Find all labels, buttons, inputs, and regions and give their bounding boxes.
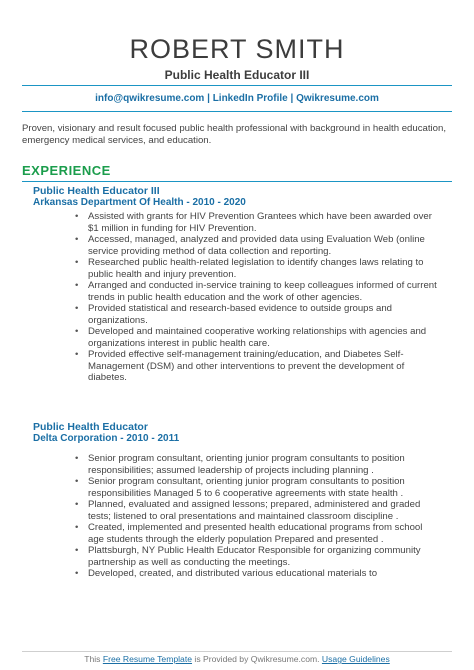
job-role: Public Health Educator [33, 421, 148, 433]
candidate-title: Public Health Educator III [164, 68, 310, 82]
job-entry-1 [33, 185, 438, 384]
job-company: Arkansas Department Of Health - 2010 - 2020 [33, 197, 246, 208]
duty-item: • Provided effective self-management training/education, and Diabetes Self-Management (DSM) and other interventions to prevent the development of diabetes. [88, 349, 438, 384]
duties-list [33, 211, 438, 384]
candidate-name: ROBERT SMITH [129, 34, 345, 64]
job-entry-2 [33, 421, 438, 580]
duty-item: • Researched public health-related legislation to identify changes laws relating to public health and injury prevention. [88, 257, 438, 280]
duty-item: • Arranged and conducted in-service training to keep colleagues informed of current trends in public health education and the work of other agencies. [88, 280, 438, 303]
website-link[interactable]: Qwikresume.com [296, 93, 379, 104]
duty-item: • Senior program consultant, orienting junior program consultants to position responsibilities; assumed leadership of projects including planning . [88, 453, 438, 476]
duty-item: • Accessed, managed, analyzed and provided data using Evaluation Web (online service providing method of data collection and reporting. [88, 234, 438, 257]
footer-prefix: This [84, 654, 103, 664]
job-company: Delta Corporation - 2010 - 2011 [33, 433, 180, 444]
duty-item: • Senior program consultant, orienting junior program consultants to position responsibilities Managed 5 to 6 cooperative agreements with state health . [88, 476, 438, 499]
usage-guidelines-link[interactable]: Usage Guidelines [321, 654, 390, 664]
duty-item: • Planned, evaluated and assigned lessons; prepared, administered and graded tests; listened to oral presentations and maintained classroom discipline . [88, 499, 438, 522]
duties-list [33, 453, 438, 580]
contact-bar [22, 85, 452, 112]
job-role: Public Health Educator III [33, 185, 160, 197]
duty-item: • Assisted with grants for HIV Prevention Grantees which have been awarded over $1 million in funding for HIV Prevention. [88, 211, 438, 234]
experience-heading: EXPERIENCE [22, 163, 452, 182]
email-link[interactable]: info@qwikresume.com [95, 93, 205, 104]
contact-separator: | [287, 93, 297, 104]
duty-item: • Plattsburgh, NY Public Health Educator Responsible for organizing community partnership as well as conducting the meetings. [88, 545, 438, 568]
duty-item: • Created, implemented and presented health educational programs from school age students through the elderly population Prepared and presented . [88, 522, 438, 545]
duty-item: • Provided statistical and research-based evidence to outside groups and organizations. [88, 303, 438, 326]
summary-text: Proven, visionary and result focused public health professional with background in health education, emergency medical services, and education. [22, 123, 446, 146]
footer-middle: is Provided by Qwikresume.com. [192, 654, 322, 664]
free-resume-template-link[interactable]: Free Resume Template [102, 654, 193, 664]
footer [22, 651, 452, 666]
linkedin-link[interactable]: LinkedIn Profile [212, 93, 288, 104]
duty-item: • Developed and maintained cooperative working relationships with agencies and organizations interest in public health care. [88, 326, 438, 349]
contact-separator: | [204, 93, 213, 104]
duty-item: • Developed, created, and distributed various educational materials to [88, 568, 438, 580]
